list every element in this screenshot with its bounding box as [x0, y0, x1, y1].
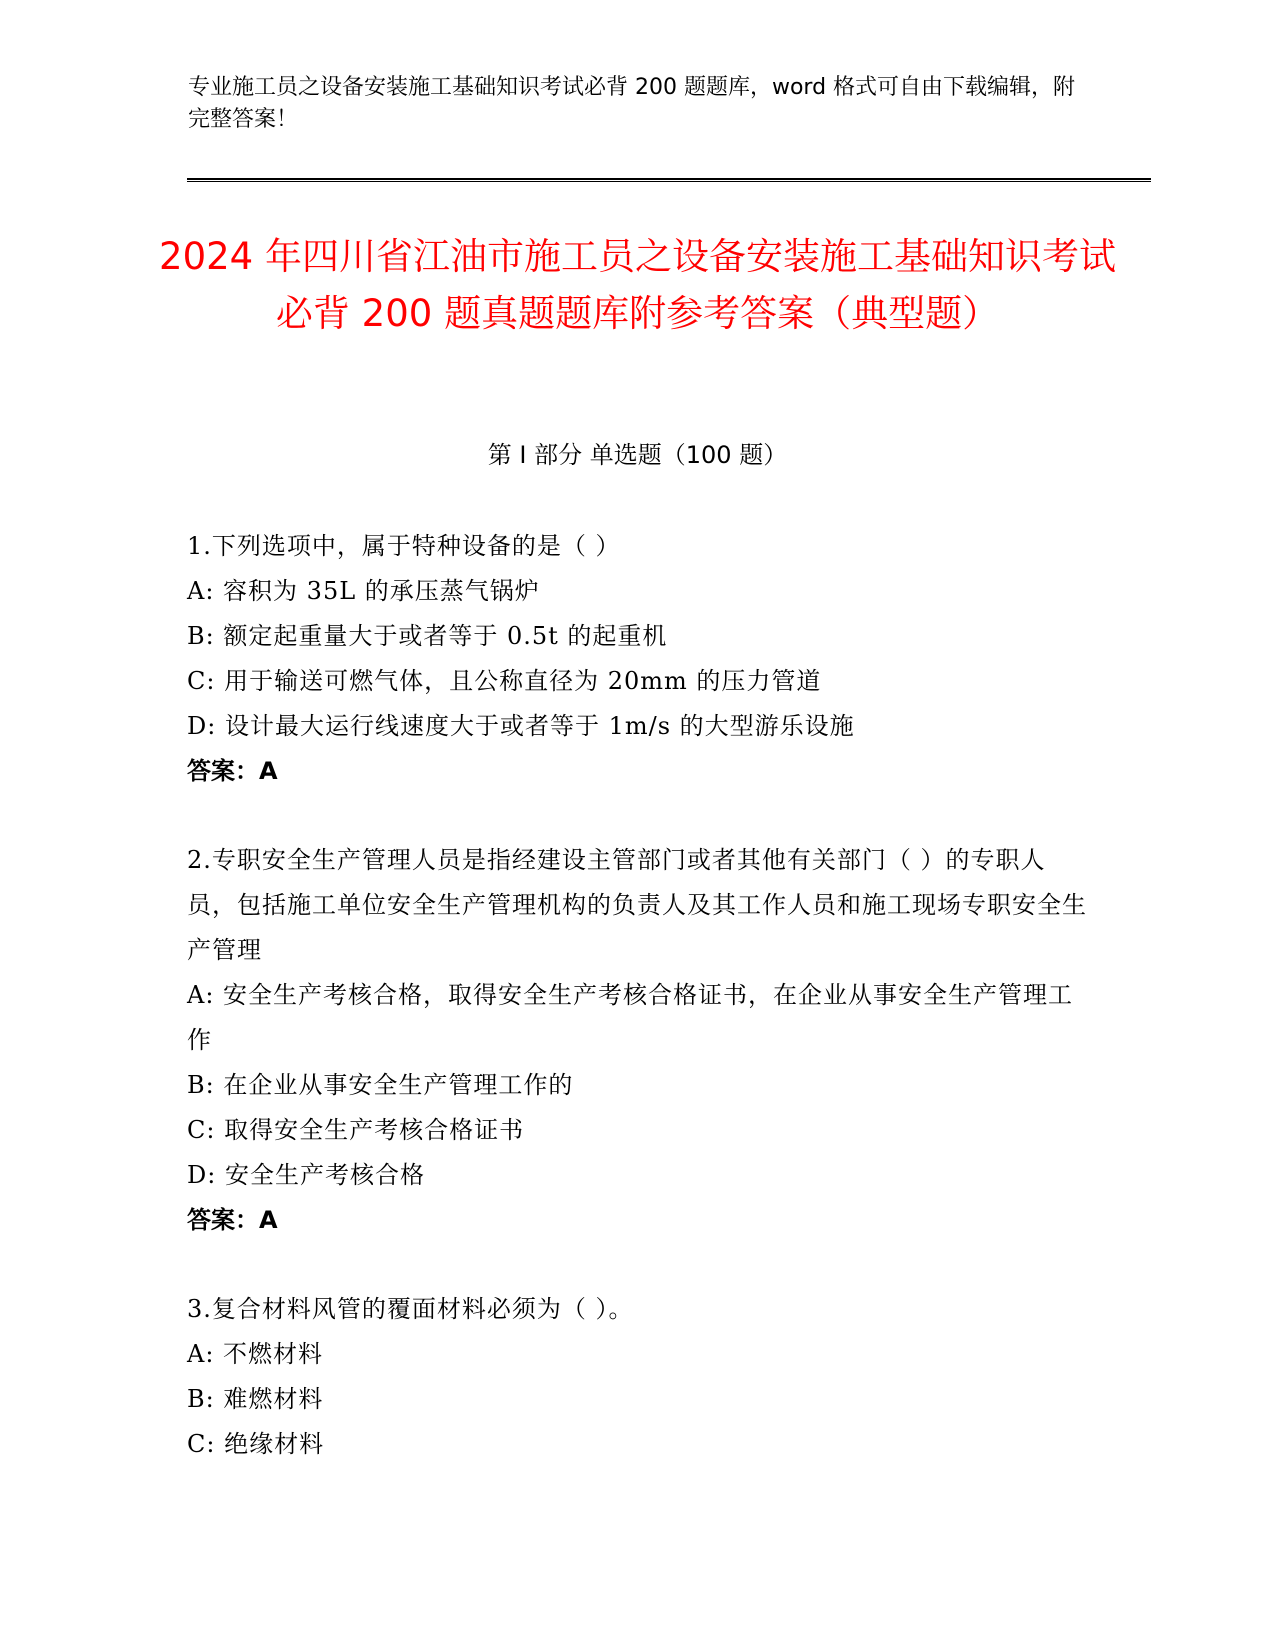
- option-d: D: 设计最大运行线速度大于或者等于 1m/s 的大型游乐设施: [187, 712, 855, 740]
- header-divider: [187, 178, 1151, 182]
- section-heading: 第 I 部分 单选题（100 题）: [487, 441, 788, 469]
- question-list: [187, 524, 1087, 1511]
- question-stem: 3.复合材料风管的覆面材料必须为（ ）。: [187, 1295, 634, 1323]
- option-b: B: 在企业从事安全生产管理工作的: [187, 1071, 574, 1099]
- option-c: C: 绝缘材料: [187, 1430, 325, 1458]
- question-stem: 2.专职安全生产管理人员是指经建设主管部门或者其他有关部门（ ）的专职人员，包括施工单位安全生产管理机构的负责人及其工作人员和施工现场专职安全生产管理: [187, 846, 1087, 964]
- question-3: [187, 1287, 1087, 1467]
- document-title: 2024 年四川省江油市施工员之设备安装施工基础知识考试必背 200 题真题题库附参考答案（典型题）: [159, 235, 1116, 335]
- answer-line: 答案：A: [187, 757, 278, 785]
- option-a: A: 容积为 35L 的承压蒸气锅炉: [187, 577, 540, 605]
- question-2: [187, 838, 1087, 1243]
- question-stem: 1.下列选项中，属于特种设备的是（ ）: [187, 532, 621, 560]
- option-d: D: 安全生产考核合格: [187, 1161, 425, 1189]
- option-c: C: 用于输送可燃气体，且公称直径为 20mm 的压力管道: [187, 667, 822, 695]
- option-a: A: 不燃材料: [187, 1340, 324, 1368]
- header-note: 专业施工员之设备安装施工基础知识考试必背 200 题题库，word 格式可自由下载编辑，附完整答案！: [188, 75, 1076, 132]
- option-b: B: 难燃材料: [187, 1385, 324, 1413]
- option-b: B: 额定起重量大于或者等于 0.5t 的起重机: [187, 622, 668, 650]
- answer-line: 答案：A: [187, 1206, 278, 1234]
- option-a: A: 安全生产考核合格，取得安全生产考核合格证书，在企业从事安全生产管理工作: [187, 981, 1074, 1054]
- question-1: [187, 524, 1087, 794]
- option-c: C: 取得安全生产考核合格证书: [187, 1116, 525, 1144]
